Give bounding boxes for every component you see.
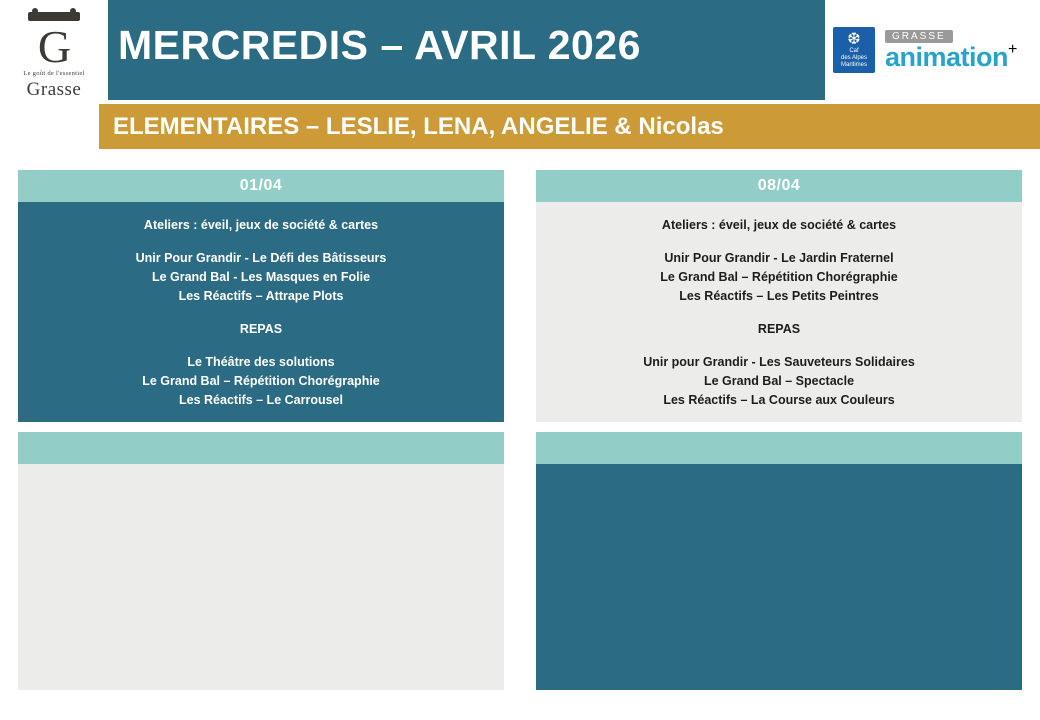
activity-line: Les Réactifs – Le Carrousel — [179, 393, 343, 407]
day-activity-list-2 — [536, 464, 1022, 690]
caf-line3: Maritimes — [840, 61, 867, 68]
day-panel-2 — [536, 432, 1022, 690]
spacer — [28, 235, 494, 249]
activity-line: Le Grand Bal – Répétition Chorégraphie — [142, 374, 380, 388]
activity-line: Le Théâtre des solutions — [187, 355, 335, 369]
activity-line: Unir Pour Grandir - Le Jardin Fraternel — [664, 251, 894, 265]
day-header-date: 01/04 — [18, 170, 504, 202]
day-header-date-2 — [536, 432, 1022, 464]
page-title: MERCREDIS – AVRIL 2026 — [118, 22, 641, 68]
animation-word: animation — [885, 41, 1009, 72]
logo-letter: G — [37, 21, 71, 72]
logo-partners — [825, 0, 1040, 100]
activity-line: Ateliers : éveil, jeux de société & cartes — [661, 218, 897, 232]
caf-logo — [833, 27, 875, 73]
day-header-date: 08/04 — [536, 170, 1022, 202]
spacer — [546, 306, 1012, 320]
activity-line: Le Grand Bal – Répétition Chorégraphie — [660, 270, 898, 284]
activity-line: Unir pour Grandir - Les Sauveteurs Solidaires — [643, 355, 915, 369]
logo-city-name: Grasse — [26, 79, 82, 100]
spacer — [546, 339, 1012, 353]
activity-line: Ateliers : éveil, jeux de société & cartes — [143, 218, 379, 232]
logo-grasse — [0, 0, 108, 110]
activity-line: Les Réactifs – La Course aux Couleurs — [663, 393, 895, 407]
activity-line: REPAS — [757, 322, 801, 336]
day-header-date-2 — [18, 432, 504, 464]
grasse-animation-logo — [885, 30, 1008, 71]
logo-tagline: Le goût de l'essentiel — [23, 70, 85, 77]
divider — [18, 422, 504, 426]
day-activity-list-2 — [18, 464, 504, 690]
day-column-2 — [536, 170, 1022, 690]
activity-line: Les Réactifs – Les Petits Peintres — [679, 289, 879, 303]
subtitle-text: ELEMENTAIRES – LESLIE, LENA, ANGELIE & Nicolas — [113, 112, 724, 140]
crown-icon — [24, 9, 84, 25]
subtitle-band — [99, 104, 1040, 149]
snowflake-icon: ❆ — [847, 30, 861, 48]
spacer — [546, 235, 1012, 249]
activity-line: Les Réactifs – Attrape Plots — [178, 289, 344, 303]
caf-line2: des Alpes — [840, 54, 868, 61]
day-activity-list — [536, 202, 1022, 422]
activity-line: Le Grand Bal – Spectacle — [703, 374, 855, 388]
activity-line: Unir Pour Grandir - Le Défi des Bâtisseurs — [135, 251, 387, 265]
caf-line1: Caf — [849, 47, 859, 54]
divider — [536, 422, 1022, 426]
day-panel-2 — [18, 432, 504, 690]
activity-line: REPAS — [239, 322, 283, 336]
day-activity-list — [18, 202, 504, 422]
animation-tag: GRASSE — [885, 30, 953, 43]
spacer — [28, 306, 494, 320]
spacer — [28, 339, 494, 353]
plus-icon: + — [1008, 41, 1018, 58]
day-column-1 — [18, 170, 504, 690]
activity-line: Le Grand Bal - Les Masques en Folie — [151, 270, 371, 284]
